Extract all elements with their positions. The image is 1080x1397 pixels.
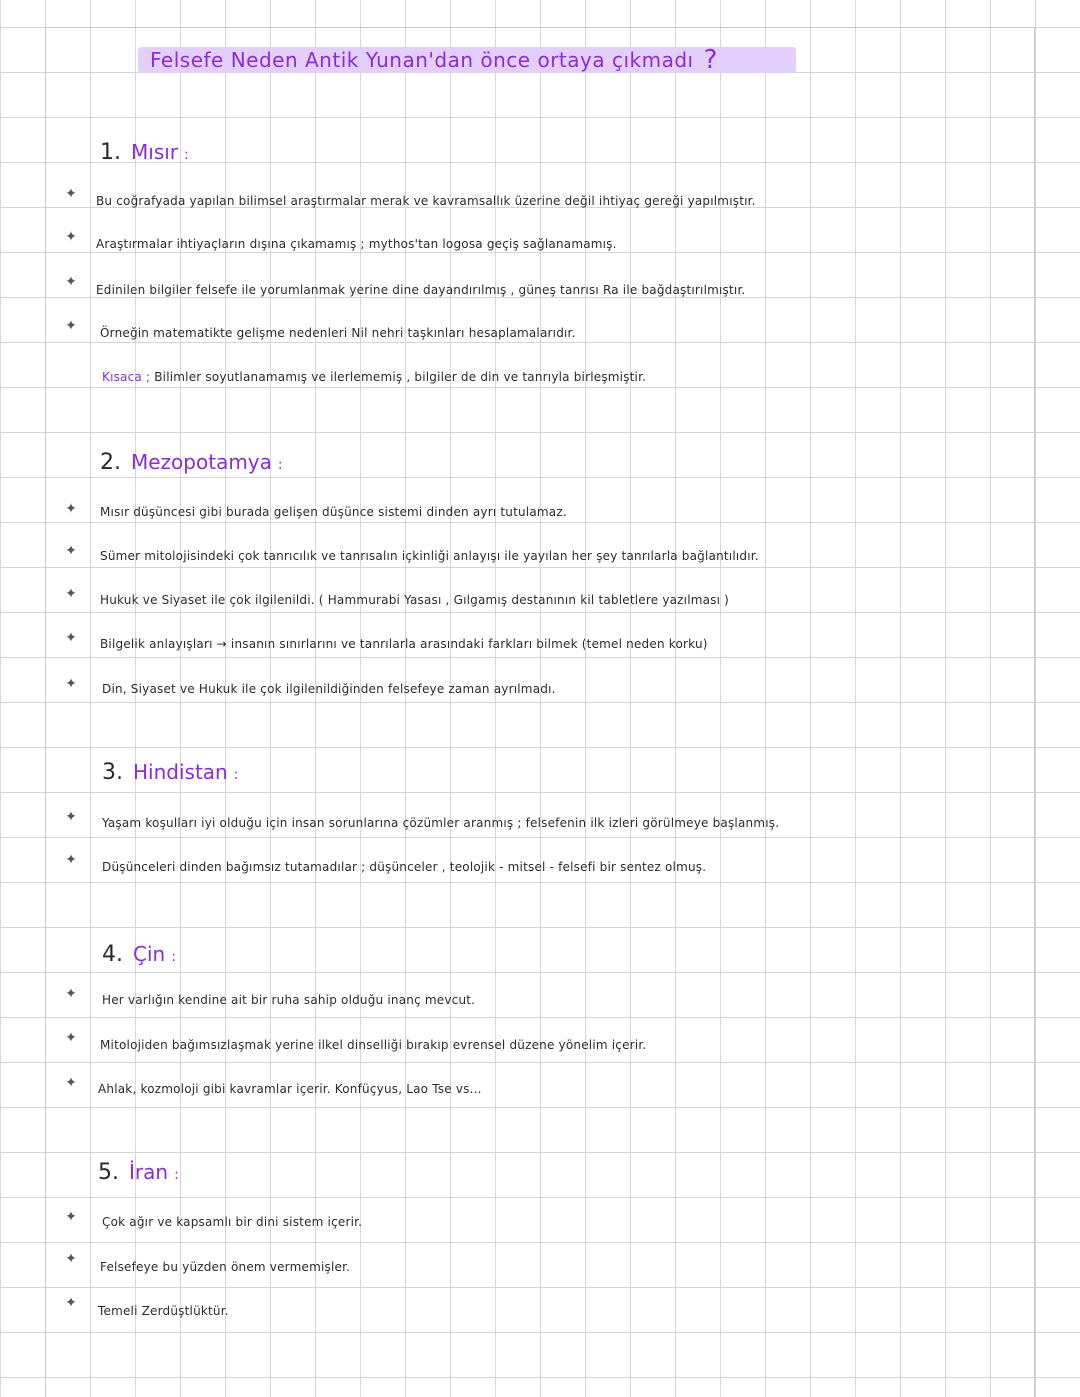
section-heading-iran	[98, 1160, 179, 1185]
list-item: Sümer mitolojisindeki çok tanrıcılık ve tanrısalın içkinliği anlayışı ile yayılan her şey tanrılarla bağlantılıdır.	[100, 549, 759, 563]
title-text: Felsefe Neden Antik Yunan'dan önce ortaya çıkmadı	[150, 48, 694, 72]
list-item: Örneğin matematikte gelişme nedenleri Nil nehri taşkınları hesaplamalarıdır.	[100, 326, 576, 340]
section-number: 5.	[98, 1160, 119, 1185]
bullet-icon: ✦	[65, 501, 77, 517]
list-item: Edinilen bilgiler felsefe ile yorumlanmak yerine dine dayandırılmış , güneş tanrısı Ra ile bağdaştırılmıştır.	[96, 283, 746, 297]
bullet-icon: ✦	[65, 630, 77, 646]
list-item: Yaşam koşulları iyi olduğu için insan sorunlarına çözümler aranmış ; felsefenin ilk izleri görülmeye başlanmış.	[102, 816, 780, 830]
bullet-icon: ✦	[65, 586, 77, 602]
section-name: İran	[129, 1160, 169, 1184]
section-name: Çin	[133, 942, 166, 966]
bullet-icon: ✦	[65, 1030, 77, 1046]
bullet-icon: ✦	[65, 1295, 77, 1311]
list-item: Temeli Zerdüştlüktür.	[98, 1304, 229, 1318]
list-item: Çok ağır ve kapsamlı bir dini sistem içerir.	[102, 1215, 363, 1229]
heading-colon: :	[277, 457, 283, 473]
section-heading-cin	[102, 942, 176, 967]
list-item: Araştırmalar ihtiyaçların dışına çıkamamış ; mythos'tan logosa geçiş sağlanamamış.	[96, 237, 617, 251]
section-heading-misir	[100, 140, 189, 165]
heading-colon: :	[171, 949, 176, 965]
heading-colon: :	[184, 147, 189, 163]
list-item: Mısır düşüncesi gibi burada gelişen düşünce sistemi dinden ayrı tutulamaz.	[100, 505, 567, 519]
list-item: Düşünceleri dinden bağımsız tutamadılar ; düşünceler , teolojik - mitsel - felsefi bir sentez olmuş.	[102, 860, 707, 874]
list-item: Mitolojiden bağımsızlaşmak yerine ilkel dinselliği bırakıp evrensel düzene yönelim içerir.	[100, 1038, 647, 1052]
bullet-icon: ✦	[65, 809, 77, 825]
section-heading-hindistan	[102, 760, 238, 785]
list-item: Ahlak, kozmoloji gibi kavramlar içerir. Konfüçyus, Lao Tse vs...	[98, 1082, 482, 1096]
list-item: Hukuk ve Siyaset ile çok ilgilenildi. ( Hammurabi Yasası , Gılgamış destanının kil tabletlere yazılması )	[100, 593, 730, 607]
bullet-icon: ✦	[65, 318, 77, 334]
bullet-icon: ✦	[65, 1075, 77, 1091]
bullet-icon: ✦	[65, 543, 77, 559]
summary-text: Bilimler soyutlanamamış ve ilerlememiş , bilgiler de din ve tanrıyla birleşmiştir.	[154, 370, 647, 384]
section-heading-mezopotamya	[100, 450, 283, 475]
bullet-icon: ✦	[65, 229, 77, 245]
list-item: Bilgelik anlayışları → insanın sınırlarını ve tanrılarla arasındaki farkları bilmek (temel neden korku)	[100, 637, 708, 651]
bullet-icon: ✦	[65, 986, 77, 1002]
section-number: 4.	[102, 942, 123, 967]
bullet-icon: ✦	[65, 1251, 77, 1267]
list-item: Din, Siyaset ve Hukuk ile çok ilgilenildiğinden felsefeye zaman ayrılmadı.	[102, 682, 556, 696]
summary-label: Kısaca ;	[102, 370, 151, 384]
heading-colon: :	[174, 1167, 179, 1183]
summary-line	[102, 370, 646, 384]
section-name: Mısır	[131, 140, 179, 164]
bullet-icon: ✦	[65, 274, 77, 290]
bullet-icon: ✦	[65, 186, 77, 202]
list-item: Felsefeye bu yüzden önem vermemişler.	[100, 1260, 351, 1274]
section-number: 1.	[100, 140, 121, 165]
page-title	[138, 47, 796, 73]
notebook-grid-frame	[45, 27, 1035, 1397]
bullet-icon: ✦	[65, 1209, 77, 1225]
section-number: 3.	[102, 760, 123, 785]
list-item: Her varlığın kendine ait bir ruha sahip olduğu inanç mevcut.	[102, 993, 476, 1007]
section-name: Hindistan	[133, 760, 228, 784]
bullet-icon: ✦	[65, 676, 77, 692]
heading-colon: :	[233, 767, 239, 783]
list-item: Bu coğrafyada yapılan bilimsel araştırmalar merak ve kavramsallık üzerine değil ihtiyaç gereği yapılmıştır.	[96, 194, 756, 208]
bullet-icon: ✦	[65, 852, 77, 868]
section-name: Mezopotamya	[131, 450, 272, 474]
question-mark: ?	[703, 45, 718, 75]
section-number: 2.	[100, 450, 121, 475]
